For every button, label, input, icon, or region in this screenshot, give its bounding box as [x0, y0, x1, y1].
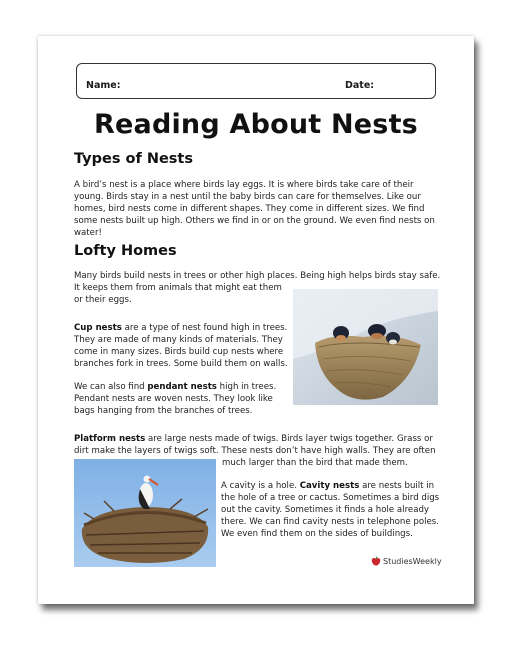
- paragraph-cup-nests: [74, 322, 289, 370]
- text-line: the hole of a tree or cactus. Sometimes a bird digs: [221, 493, 440, 503]
- term-pendant-nests: pendant nests: [147, 382, 217, 392]
- text-line: Pendant nests are woven nests. They look like: [74, 394, 273, 404]
- term-platform-nests: Platform nests: [74, 434, 146, 444]
- date-label: Date:: [345, 80, 375, 91]
- text-line: We even find them on the sides of buildings.: [221, 529, 413, 539]
- text-line: out the cavity. Sometimes it finds a hole already: [221, 505, 430, 515]
- text-line: A bird’s nest is a place where birds lay eggs. It is where birds take care of their: [74, 180, 414, 190]
- text-line: branches fork in trees. Some build them on walls.: [74, 359, 288, 369]
- text-line: there. We can find cavity nests in telephone poles.: [221, 517, 439, 527]
- text-line: [74, 433, 454, 445]
- text-line: Many birds build nests in trees or other high places. Being high helps birds stay safe.: [74, 271, 441, 281]
- text-span: are a type of nest found high in trees.: [121, 323, 288, 333]
- page-title: Reading About Nests: [94, 109, 418, 140]
- text-line: water!: [74, 228, 102, 238]
- text-span: are nests built in: [359, 481, 435, 491]
- paragraph-types: [74, 179, 444, 239]
- logo-text: StudiesWeekly: [383, 556, 442, 566]
- text-line: some nests built up high. Others we find in or on the ground. We even find nests on: [74, 216, 435, 226]
- studies-weekly-logo: [371, 556, 442, 566]
- text-line: [74, 381, 289, 393]
- paragraph-cavity-nests: [221, 480, 451, 540]
- text-span: We can also find: [74, 382, 148, 392]
- swallow-nest-photo: [293, 289, 438, 405]
- text-line: [74, 322, 289, 334]
- term-cup-nests: Cup nests: [74, 323, 122, 333]
- name-date-box: [76, 63, 436, 99]
- apple-icon: [371, 556, 381, 566]
- text-line: much larger than the bird that made them.: [222, 458, 408, 468]
- text-line: or their eggs.: [74, 295, 132, 305]
- text-span: high in trees.: [216, 382, 277, 392]
- worksheet-page: [38, 36, 474, 604]
- stork-nest-photo: [74, 459, 216, 567]
- name-label: Name:: [86, 80, 121, 91]
- text-line: [221, 480, 451, 492]
- text-span: A cavity is a hole.: [221, 481, 300, 491]
- text-line: It keeps them from animals that might eat them: [74, 283, 282, 293]
- text-line: homes, bird nests come in different shapes. They come in different sizes. We find: [74, 204, 425, 214]
- paragraph-pendant-nests: [74, 381, 289, 417]
- text-span: are large nests made of twigs. Birds layer twigs together. Grass or: [145, 434, 433, 444]
- text-line: dirt make the layers of twigs soft. These nests don’t have high walls. They are often: [74, 446, 436, 456]
- text-line: come in many sizes. Birds build cup nests where: [74, 347, 284, 357]
- term-cavity-nests: Cavity nests: [299, 481, 360, 491]
- heading-types-of-nests: Types of Nests: [74, 151, 193, 167]
- text-line: They are made of many kinds of materials. They: [74, 335, 283, 345]
- heading-lofty-homes: Lofty Homes: [74, 243, 177, 259]
- text-line: young. Birds stay in a nest until the baby birds can care for themselves. Like our: [74, 192, 421, 202]
- text-line: bags hanging from the branches of trees.: [74, 406, 253, 416]
